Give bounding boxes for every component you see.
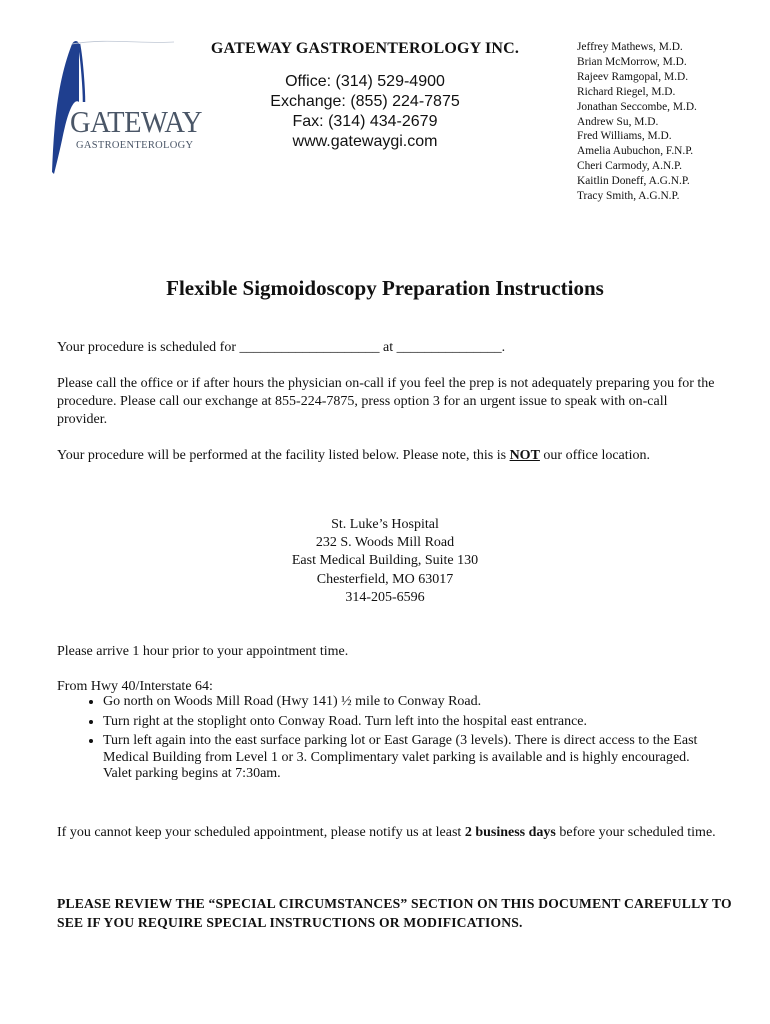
staff-member: Richard Riegel, M.D. [577,85,676,98]
special-circumstances-notice: PLEASE REVIEW THE “SPECIAL CIRCUMSTANCES” SECTION ON THIS DOCUMENT CAREFULLY TO SEE IF YOU REQUIRE SPECIAL INSTRUCTIONS OR MODIFICATIONS. [57,896,732,930]
staff-member: Fred Williams, M.D. [577,130,672,143]
facility-phone: 314-205-6596 [345,589,425,605]
facility-name: St. Luke’s Hospital [331,517,439,532]
website: www.gatewaygi.com [292,133,438,150]
office-phone: Office: (314) 529-4900 [285,73,445,90]
staff-member: Brian McMorrow, M.D. [577,55,687,68]
scheduled-line: Your procedure is scheduled for ____________________ at _______________. [57,340,506,355]
facility-text-before: Your procedure will be performed at the facility listed below. Please note, this is [57,448,510,463]
cancel-text-before: If you cannot keep your scheduled appointment, please notify us at least [57,825,465,840]
direction-item: • Go north on Woods Mill Road (Hwy 141) ½ mile to Conway Road. [103,694,717,711]
facility-address [0,516,770,607]
staff-member: Andrew Su, M.D. [577,115,659,128]
staff-member: Amelia Aubuchon, F.N.P. [577,145,694,158]
direction-item: • Turn left again into the east surface parking lot or East Garage (3 levels). There is direct access to the East Medical Building from Level 1 or 3. Complimentary valet parking is available and is highly encouraged. Valet parking begins at 7:30am. [103,733,717,783]
cancel-text-after: before your scheduled time. [555,825,716,840]
cancel-paragraph [57,824,717,842]
directions-heading: From Hwy 40/Interstate 64: [57,679,213,694]
exchange-phone: Exchange: (855) 224-7875 [270,93,460,110]
gateway-logo [44,40,202,178]
document-title: Flexible Sigmoidoscopy Preparation Instructions [166,276,604,300]
facility-street: 232 S. Woods Mill Road [315,535,455,551]
call-paragraph: Please call the office or if after hours the physician on-call if you feel the prep is not adequately preparing you for the procedure. Please call our exchange at 855-224-7875, press option 3 for an urgent issue to speak with on-call provider. [57,376,715,427]
staff-member: Tracy Smith, A.G.N.P. [577,190,680,203]
direction-item: • Turn right at the stoplight onto Conway Road. Turn left into the hospital east entrance. [103,714,717,731]
arrive-instruction: Please arrive 1 hour prior to your appointment time. [57,644,349,659]
staff-list [577,40,697,204]
staff-member: Cheri Carmody, A.N.P. [577,160,682,173]
contact-block [190,72,540,152]
directions-list [57,694,717,786]
fax-number: Fax: (314) 434-2679 [292,113,438,130]
business-days-emphasis: 2 business days [464,825,556,840]
logo-wordmark: GATEWAY [70,104,202,139]
logo-subtext: GASTROENTEROLOGY [76,140,194,151]
facility-building: East Medical Building, Suite 130 [291,553,479,569]
company-name: GATEWAY GASTROENTEROLOGY INC. [210,40,520,57]
staff-member: Jeffrey Mathews, M.D. [577,41,683,53]
facility-text-after: our office location. [539,448,651,463]
staff-member: Jonathan Seccombe, M.D. [577,100,697,113]
not-emphasis: NOT [509,448,540,463]
facility-city: Chesterfield, MO 63017 [316,571,454,587]
staff-member: Kaitlin Doneff, A.G.N.P. [577,175,690,188]
facility-paragraph [57,447,717,465]
staff-member: Rajeev Ramgopal, M.D. [577,70,689,83]
company-header [190,40,540,152]
